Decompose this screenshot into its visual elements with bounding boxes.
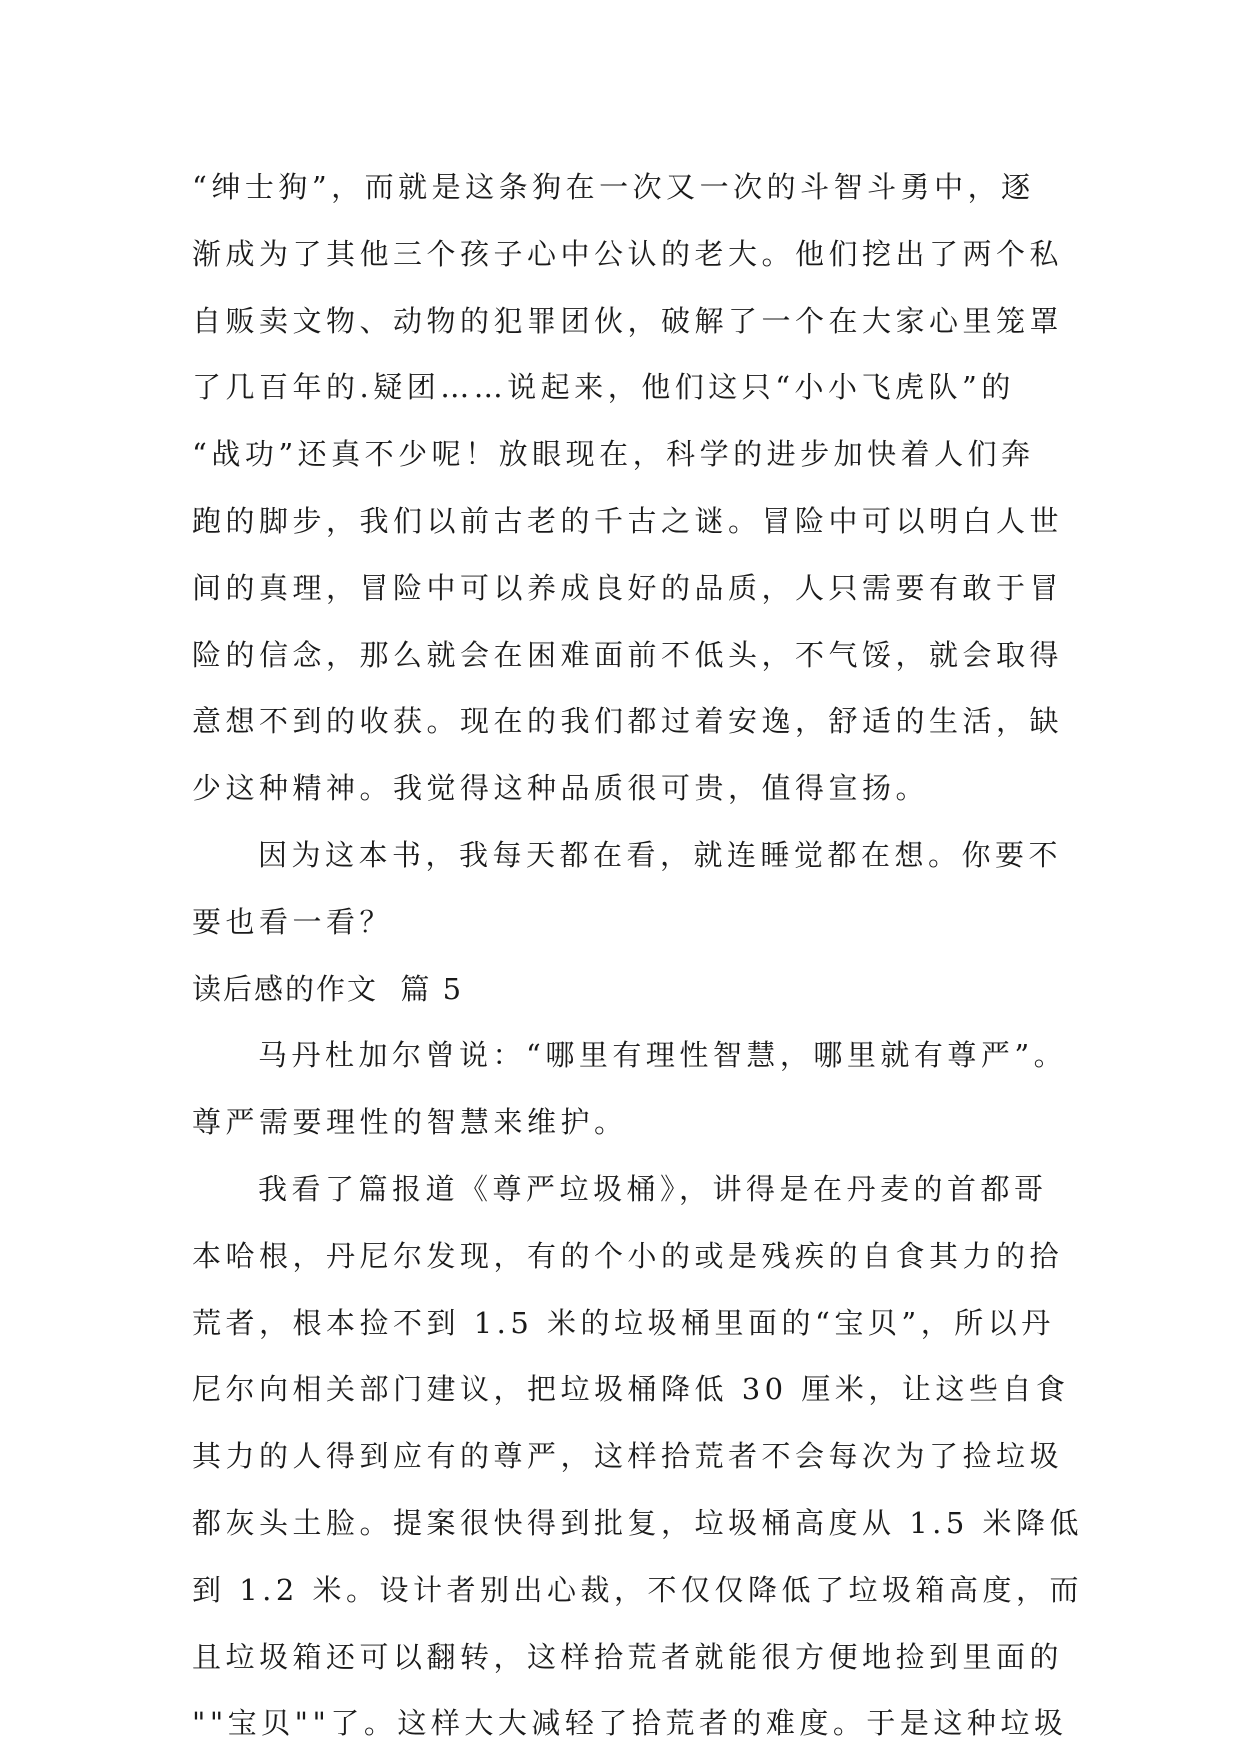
text-line: 都灰头土脸。提案很快得到批复，垃圾桶高度从 1.5 米降低: [192, 1505, 1084, 1540]
text-line: 尊严需要理性的智慧来维护。: [192, 1105, 628, 1140]
text-line: 尼尔向相关部门建议，把垃圾桶降低 30 厘米，让这些自食: [192, 1372, 1070, 1407]
text-line: 险的信念，那么就会在困难面前不低头，不气馁，就会取得: [192, 637, 1064, 672]
text-line: 荒者，根本捡不到 1.5 米的垃圾桶里面的“宝贝”，所以丹: [192, 1305, 1055, 1340]
text-line: 跑的脚步，我们以前古老的千古之谜。冒险中可以明白人世: [192, 503, 1064, 538]
paragraph-start-line: 因为这本书，我每天都在看，就连睡觉都在想。你要不: [258, 837, 1063, 872]
text-line: 意想不到的收获。现在的我们都过着安逸，舒适的生活，缺: [192, 704, 1064, 739]
section-heading: 读后感的作文 篇 5: [192, 971, 464, 1006]
text-line: “战功”还真不少呢！放眼现在，科学的进步加快着人们奔: [192, 437, 1035, 472]
text-line: 本哈根，丹尼尔发现，有的个小的或是残疾的自食其力的拾: [192, 1238, 1064, 1273]
text-line: ""宝贝""了。这样大大减轻了拾荒者的难度。于是这种垃圾: [192, 1706, 1068, 1741]
text-line: 且垃圾箱还可以翻转，这样拾荒者就能很方便地捡到里面的: [192, 1639, 1064, 1674]
paragraph-start-line: 我看了篇报道《尊严垃圾桶》，讲得是在丹麦的首都哥: [258, 1171, 1048, 1206]
text-line: 到 1.2 米。设计者别出心裁，不仅仅降低了垃圾箱高度，而: [192, 1572, 1084, 1607]
text-line: 其力的人得到应有的尊严，这样拾荒者不会每次为了捡垃圾: [192, 1439, 1064, 1474]
document-body: [192, 154, 1084, 1757]
paragraph-start-line: 马丹杜加尔曾说：“哪里有理性智慧，哪里就有尊严”。: [258, 1038, 1068, 1073]
text-line: 少这种精神。我觉得这种品质很可贵，值得宣扬。: [192, 771, 930, 806]
text-line: “绅士狗”，而就是这条狗在一次又一次的斗智斗勇中，逐: [192, 170, 1035, 204]
text-line: 了几百年的.疑团……说起来，他们这只“小小飞虎队”的: [192, 370, 1015, 405]
text-line: 渐成为了其他三个孩子心中公认的老大。他们挖出了两个私: [192, 236, 1064, 271]
text-line: 要也看一看？: [192, 904, 394, 939]
text-line: 自贩卖文物、动物的犯罪团伙，破解了一个在大家心里笼罩: [192, 303, 1064, 338]
text-line: 间的真理，冒险中可以养成良好的品质，人只需要有敢于冒: [192, 570, 1064, 605]
